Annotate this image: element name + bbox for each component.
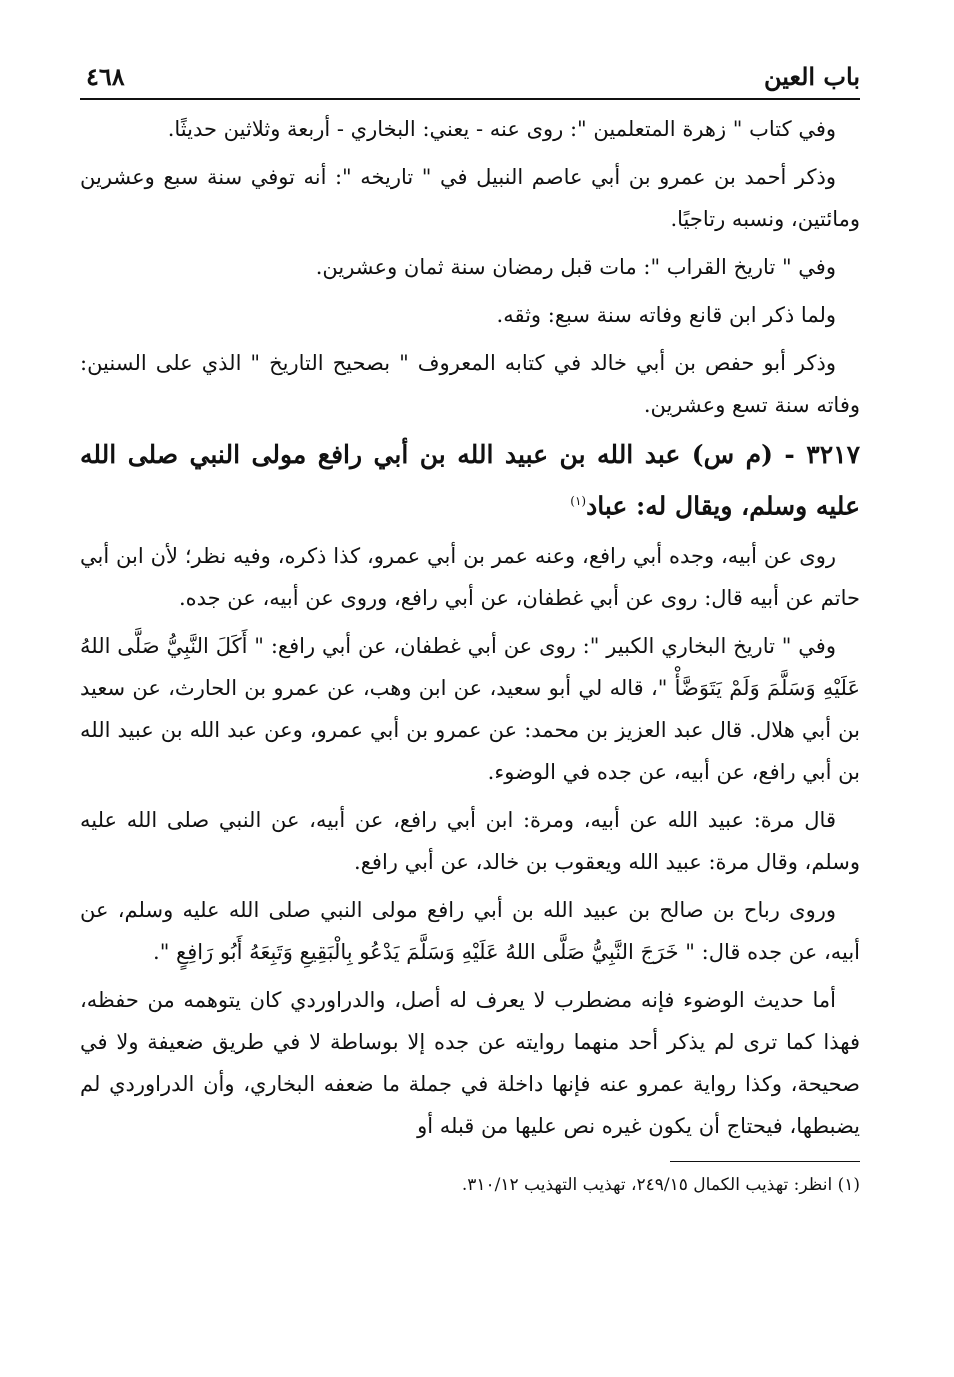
running-title: باب العين [763,62,860,91]
footnote: (١) انظر: تهذيب الكمال ٢٤٩/١٥، تهذيب التهذيب ٣١٠/١٢. [461,1175,860,1196]
paragraph: وروى رباح بن صالح بن عبيد الله بن أبي رافع مولى النبي صلى الله عليه وسلم، عن أبيه، عن جده قال: " خَرَجَ النَّبِيُّ صَلَّى اللهُ عَلَيْهِ وَسَلَّمَ يَدْعُو بِالْبَقِيعِ وَتَبِعَهُ أَبُو رَافِعٍ ". [80,898,860,965]
paragraph: ولما ذكر ابن قانع وفاته سنة سبع: وثقه. [496,303,836,327]
page-number: ٤٦٨ [86,62,125,91]
paragraph: وفي " تاريخ البخاري الكبير ": روى عن أبي غطفان، عن أبي رافع: " أَكَلَ النَّبِيُّ صَلَّى اللهُ عَلَيْهِ وَسَلَّمَ وَلَمْ يَتَوَضَّأْ "، قاله لي أبو سعيد، عن ابن وهب، عن عمرو بن الحارث، عن سعيد بن أبي هلال. قال عبد العزيز بن محمد: عن عمرو بن أبي عمرو، وعن عبد الله بن عبيد الله بن أبي رافع، عن أبيه، عن جده في الوضوء. [80,634,860,785]
paragraph: روى عن أبيه، وجده أبي رافع، وعنه عمر بن أبي عمرو، كذا ذكره، وفيه نظر؛ لأن ابن أبي حاتم عن أبيه قال: روى عن أبي غطفان، عن أبي رافع، وروى عن أبيه، عن جده. [80,544,860,611]
paragraph: أما حديث الوضوء فإنه مضطرب لا يعرف له أصل، والدراوردي كان يتوهمه من حفظه، فهذا كما ترى لم يذكر أحد منهما روايته عن جده إلا بوساطة لا في طريق ضعيفة ولا في صحيحة، وكذا رواية عمرو عنه فإنها داخلة في جملة ما ضعفه البخاري، وأن الدراوردي لم يضبطها، فيحتاج أن يكون غيره نص عليها من قبله أو [80,988,860,1139]
entry-heading-text: ٣٢١٧ - (م س) عبد الله بن عبيد الله بن أبي رافع مولى النبي صلى الله عليه وسلم، ويقال له: عباد [80,440,860,521]
paragraph: وفي كتاب " زهرة المتعلمين ": روى عنه - يعني: البخاري - أربعة وثلاثين حديثًا. [167,117,836,141]
page-header [80,58,860,100]
document-page [80,58,860,1200]
footnote-divider [670,1161,860,1162]
footnote-marker: (١) [570,494,587,508]
paragraph: وفي " تاريخ القراب ": مات قبل رمضان سنة ثمان وعشرين. [315,255,836,279]
paragraph: قال مرة: عبيد الله عن أبيه، ومرة: ابن أبي رافع، عن أبيه، عن النبي صلى الله عليه وسلم، وقال مرة: عبيد الله ويعقوب بن خالد، عن أبي رافع. [80,808,860,875]
paragraph: وذكر أحمد بن عمرو بن أبي عاصم النبيل في " تاريخه ": أنه توفي سنة سبع وعشرين ومائتين، ونسبه رتاجيًا. [80,165,860,231]
entry-heading [80,432,860,529]
paragraph: وذكر أبو حفص بن أبي خالد في كتابه المعروف " بصحيح التاريخ " الذي على السنين: وفاته سنة تسع وعشرين. [80,351,860,417]
page-body [80,108,860,1147]
